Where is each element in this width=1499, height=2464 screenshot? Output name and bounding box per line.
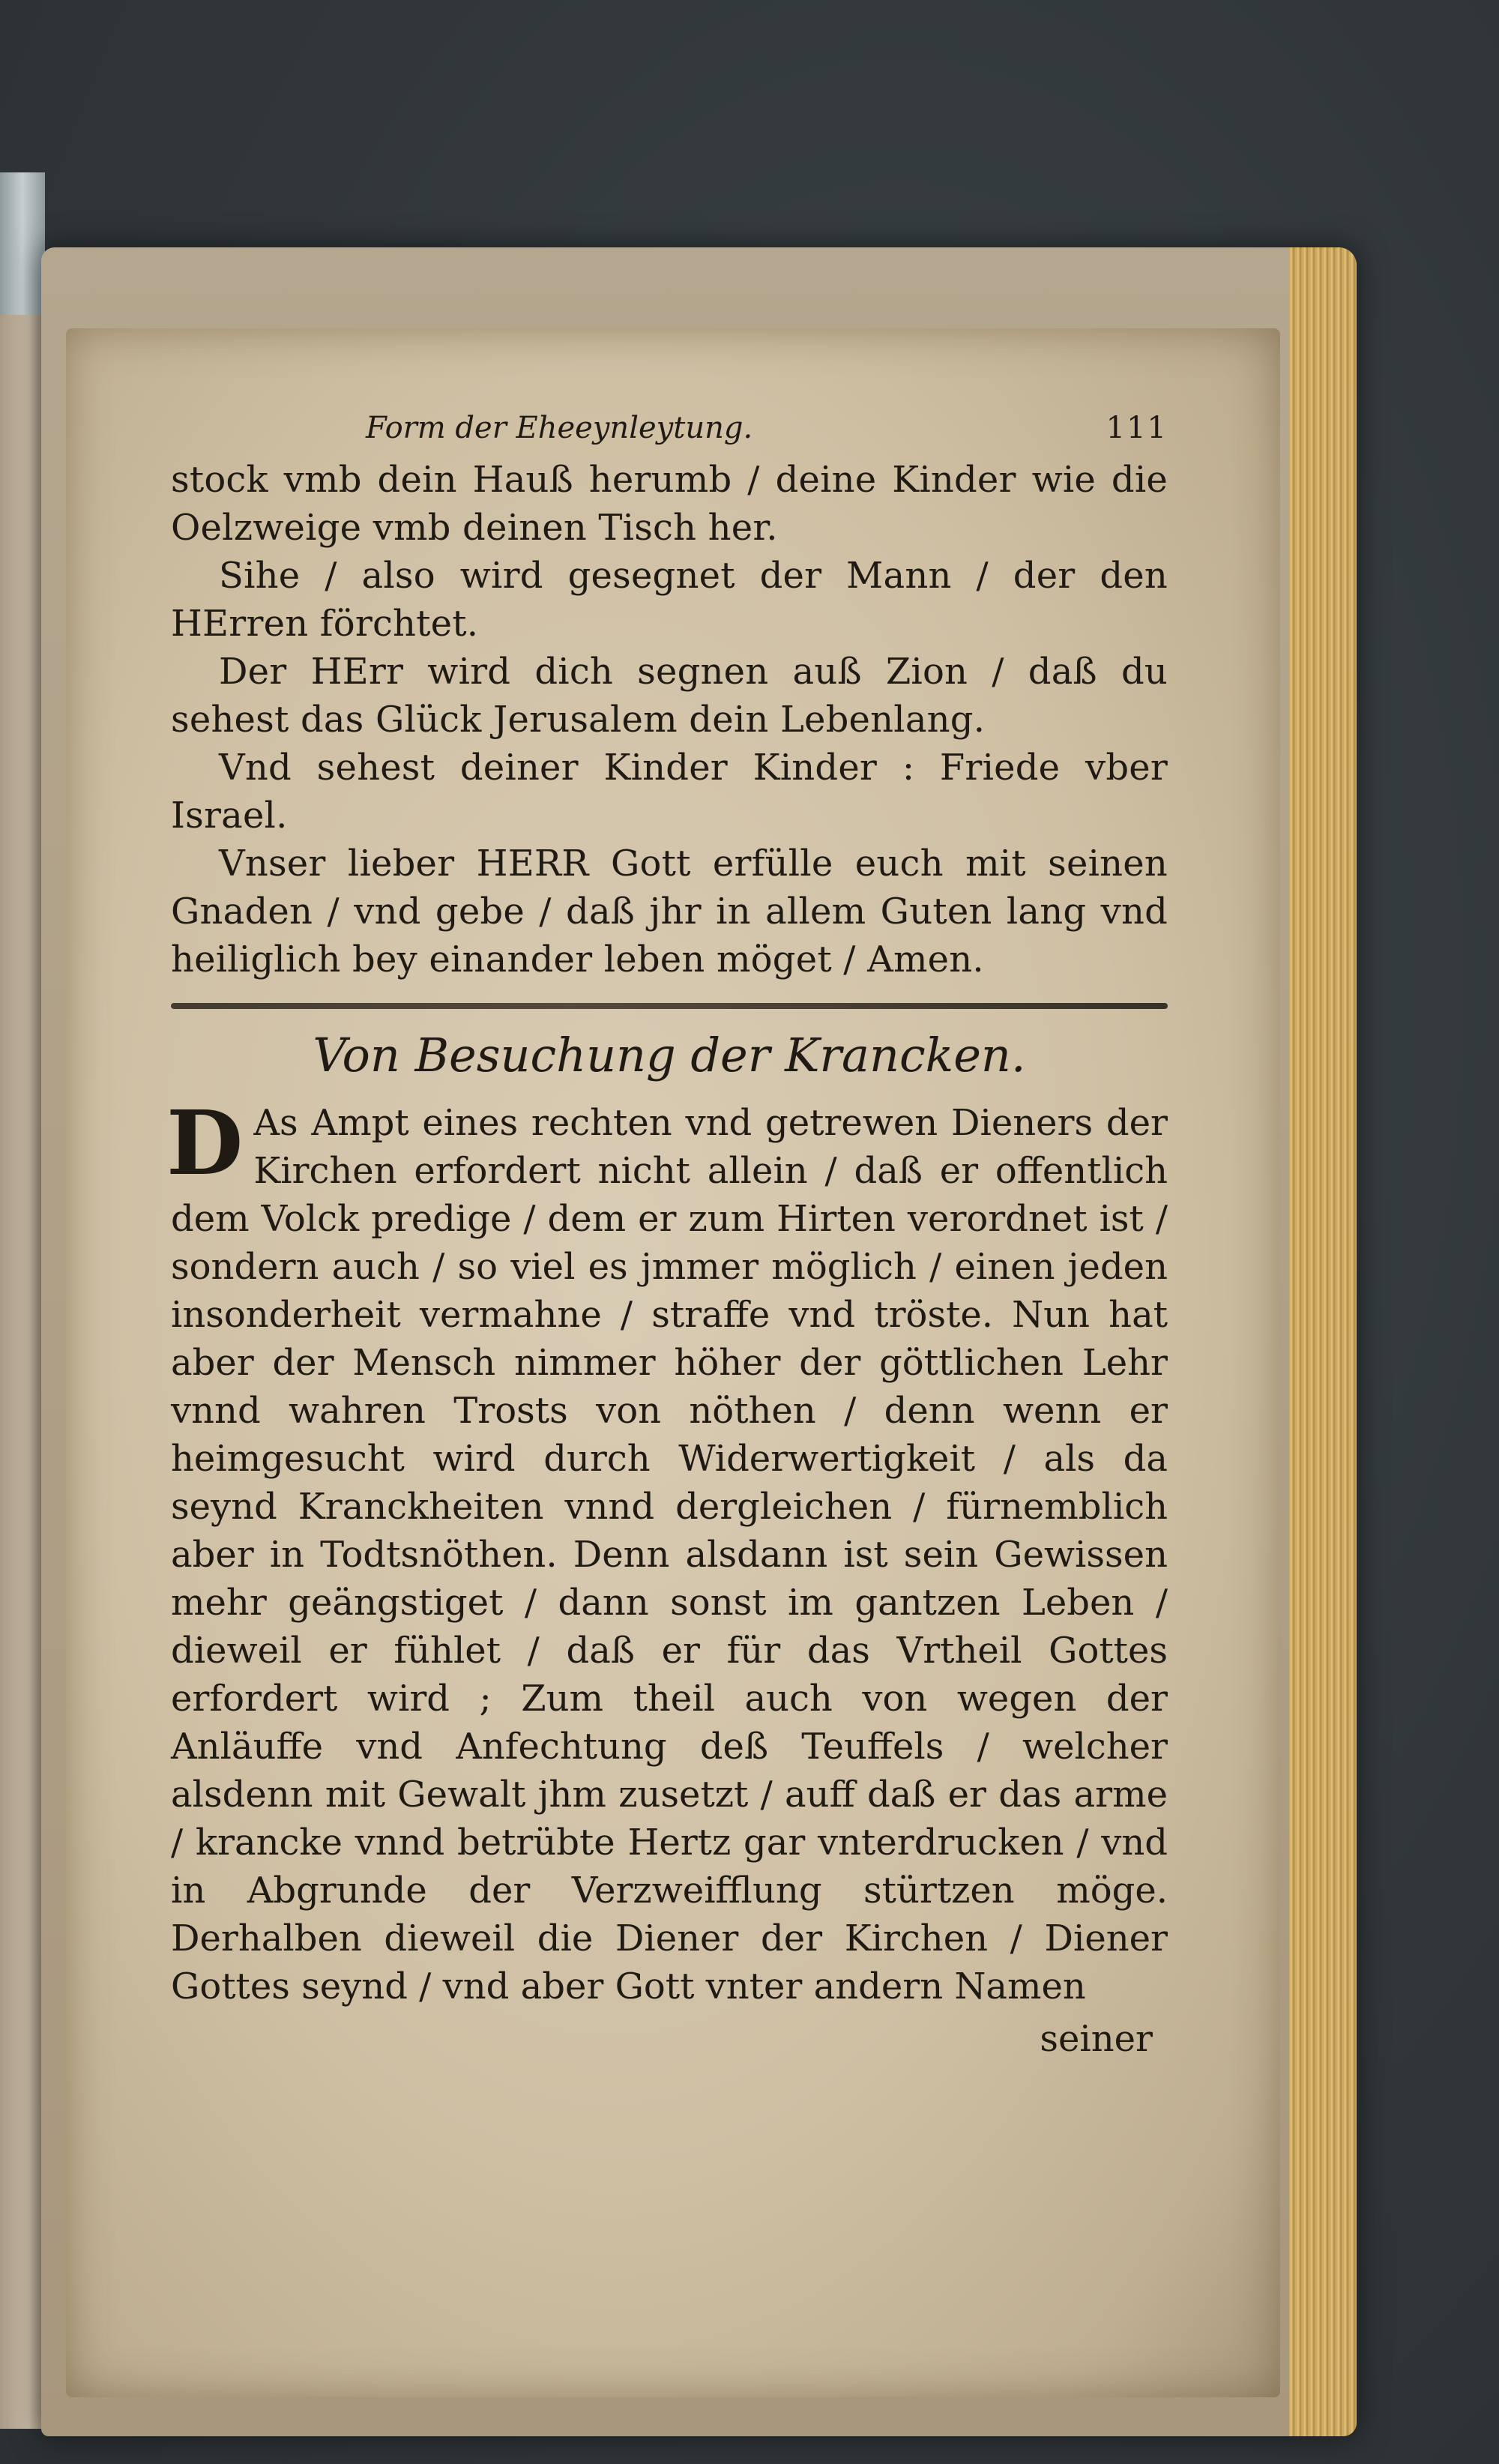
- section-heading: Von Besuchung der Krancken.: [313, 1028, 1026, 1082]
- page-edges: [1289, 247, 1357, 2436]
- catchword: seiner: [1040, 2018, 1153, 2060]
- paragraph: Der HErr wird dich segnen auß Zion / daß du sehest das Glück Jerusalem dein Lebenlang.: [171, 651, 1168, 741]
- running-head: [171, 411, 1168, 456]
- running-head-title: Form der Eheeynleytung.: [366, 411, 753, 445]
- paragraph: stock vmb dein Hauß herumb / deine Kinder wie die Oelzweige vmb deinen Tisch her.: [171, 459, 1168, 549]
- paragraph: Vnd sehest deiner Kinder Kinder : Friede vber Israel.: [171, 747, 1168, 837]
- section-body: [166, 1091, 1168, 2010]
- book-page: [66, 328, 1280, 2397]
- top-text: [171, 456, 1168, 984]
- book-clip: [0, 172, 45, 322]
- page-number: 111: [1106, 411, 1168, 445]
- section-body-text: As Ampt eines rechten vnd getrewen Dieners der Kirchen erfordert nicht allein / daß er offentlich dem Volck predige / dem er zum Hirten verordnet ist / sondern auch / so viel es jmmer möglich / einen jeden insonderheit vermahne / straffe vnd tröste. Nun hat aber der Mensch nimmer höher der göttlichen Lehr vnnd wahren Trosts von nöthen / denn wenn er heimgesucht wird durch Widerwertigkeit / als da seynd Kranckheiten vnnd dergleichen / fürnemblich aber in Todtsnöthen. Denn alsdann ist sein Gewissen mehr geängstiget / dann sonst im gantzen Leben / dieweil er fühlet / daß er für das Vrtheil Gottes erfordert wird ; Zum theil auch von wegen der Anläuffe vnd Anfechtung deß Teuffels / welcher alsdenn mit Gewalt jhm zusetzt / auff daß er das arme / krancke vnnd betrübte Hertz gar vnterdrucken / vnd in Abgrunde der Verzweifflung stürtzen möge. Derhalben dieweil die Diener der Kirchen / Diener Gottes seynd / vnd aber Gott vnter andern Namen: [171, 1102, 1168, 2007]
- paragraph: Sihe / also wird gesegnet der Mann / der den HErren förchtet.: [171, 555, 1168, 645]
- section-divider: [171, 1003, 1168, 1009]
- paragraph: Vnser lieber HERR Gott erfülle euch mit seinen Gnaden / vnd gebe / daß jhr in allem Guten lang vnd heiliglich bey einander leben möget / Amen.: [171, 843, 1168, 981]
- drop-cap: D: [166, 1091, 244, 1195]
- page-text-block: [166, 411, 1168, 2063]
